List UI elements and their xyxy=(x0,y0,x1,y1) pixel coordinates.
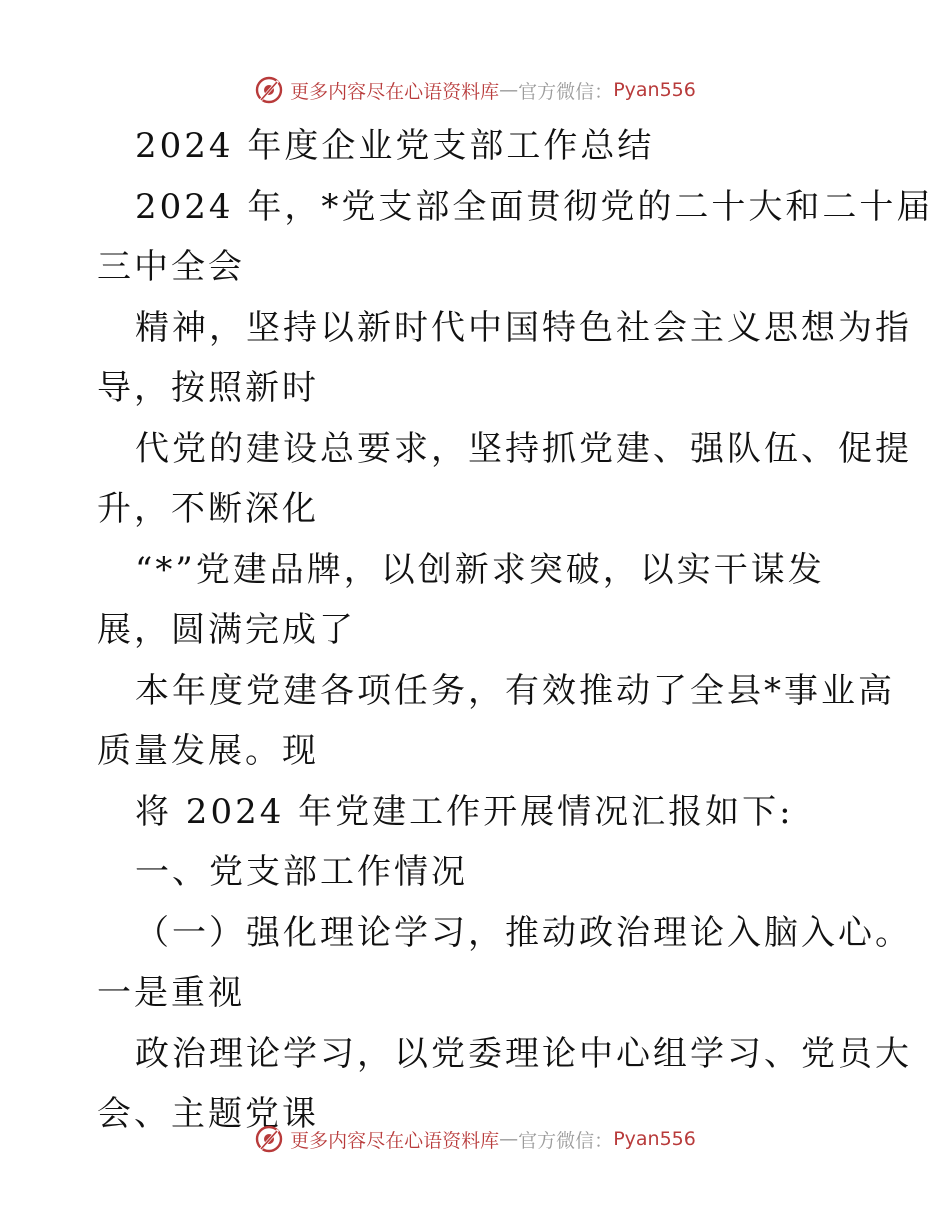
document-line: 会、主题党课 xyxy=(97,1094,319,1134)
document-line: 一、党支部工作情况 xyxy=(135,852,468,892)
document-line: 政治理论学习，以党委理论中心组学习、党员大 xyxy=(135,1033,912,1074)
document-line: 本年度党建各项任务，有效推动了全县*事业高 xyxy=(135,670,895,711)
document-line: 三中全会 xyxy=(97,247,245,287)
banner-separator: — xyxy=(499,1128,519,1150)
banner-promo-text: 更多内容尽在心语资料库 xyxy=(290,1129,500,1152)
document-body xyxy=(97,116,934,1145)
document-line: 展，圆满完成了 xyxy=(97,610,356,650)
banner-separator: — xyxy=(499,79,519,101)
banner-account: Pyan556 xyxy=(613,79,696,101)
document-line: 2024 年，*党支部全面贯彻党的二十大和二十届 xyxy=(135,186,934,227)
document-line: “*”党建品牌，以创新求突破，以实干谋发 xyxy=(135,549,825,590)
document-line: 将 2024 年党建工作开展情况汇报如下: xyxy=(135,791,794,832)
document-line: 2024 年度企业党支部工作总结 xyxy=(135,126,655,166)
document-line: 一是重视 xyxy=(97,973,245,1013)
document-line: 导，按照新时 xyxy=(97,368,319,408)
banner-official-label: 官方微信： xyxy=(518,80,614,103)
document-line: （一）强化理论学习，推动政治理论入脑入心。 xyxy=(135,912,912,953)
pen-logo-icon xyxy=(254,1124,284,1154)
document-line: 质量发展。现 xyxy=(97,731,319,771)
banner-account: Pyan556 xyxy=(613,1128,696,1150)
pen-logo-icon xyxy=(254,75,284,105)
banner-official-label: 官方微信： xyxy=(518,1129,614,1152)
document-line: 升，不断深化 xyxy=(97,489,319,529)
watermark-banner-top xyxy=(0,70,950,110)
watermark-banner-bottom xyxy=(0,1119,950,1159)
document-line: 精神，坚持以新时代中国特色社会主义思想为指 xyxy=(135,307,912,348)
banner-promo-text: 更多内容尽在心语资料库 xyxy=(290,80,500,103)
document-line: 代党的建设总要求，坚持抓党建、强队伍、促提 xyxy=(135,428,912,469)
